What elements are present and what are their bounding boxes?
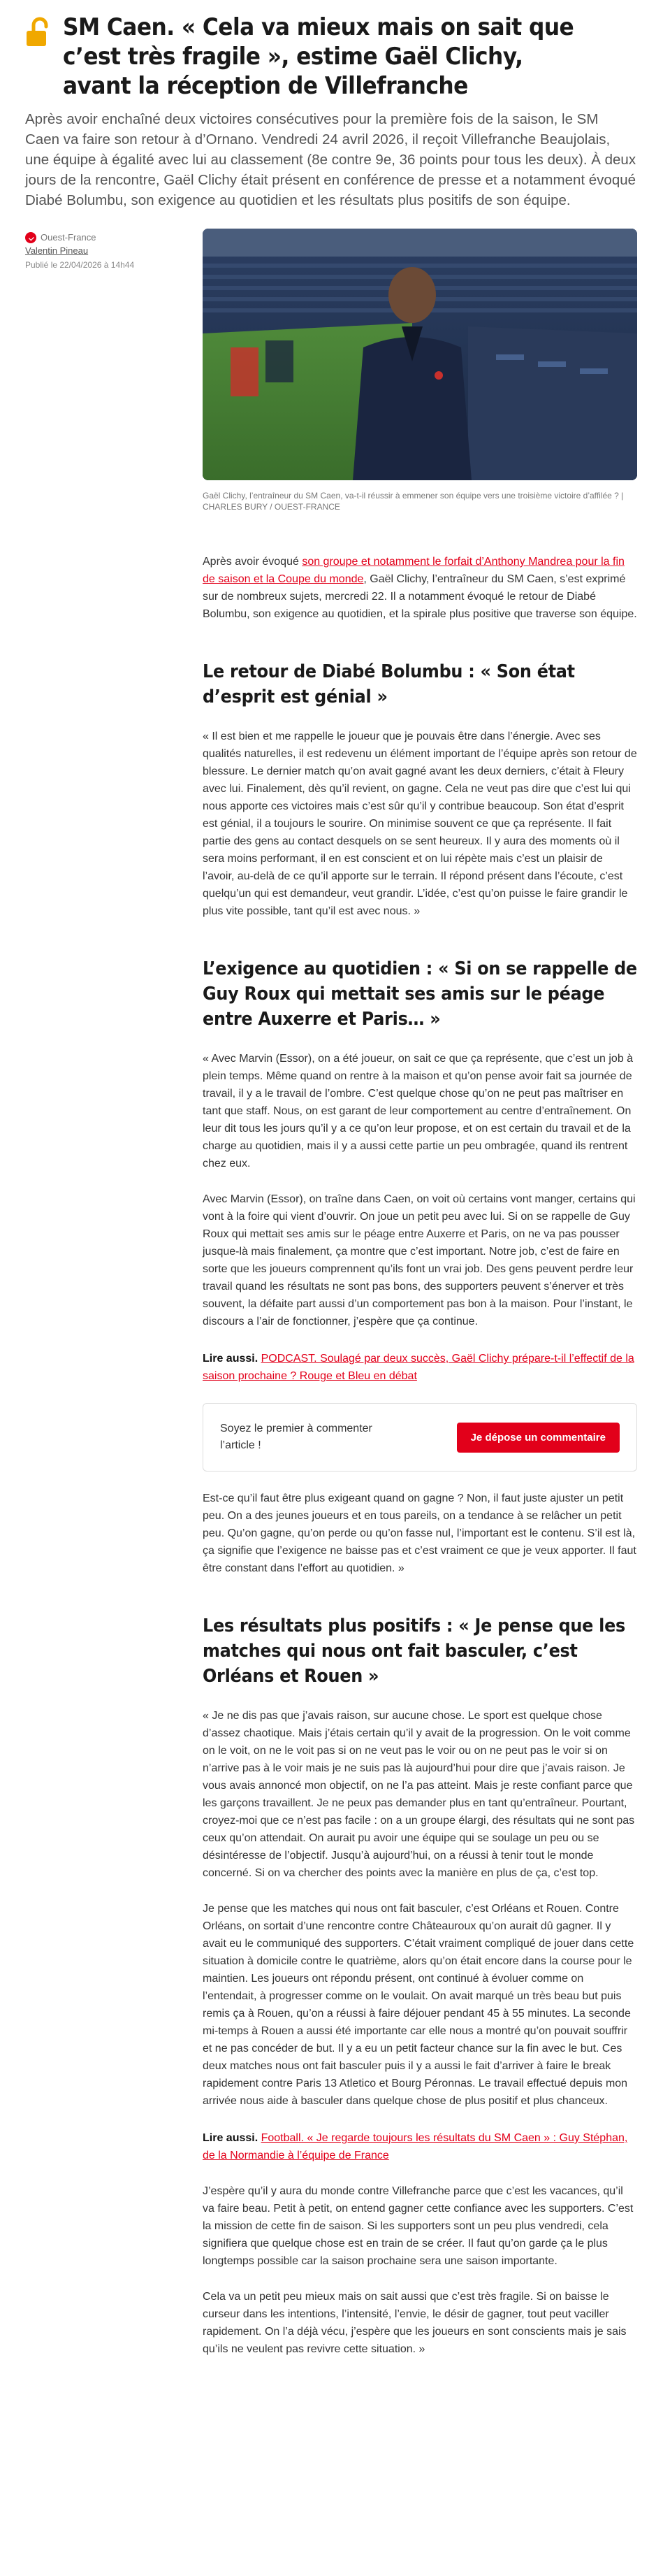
- intro-text-before: Après avoir évoqué: [203, 556, 303, 568]
- publish-date: Publié le 22/04/2026 à 14h44: [25, 260, 135, 270]
- comment-prompt: Soyez le premier à commenter l’article !: [220, 1423, 372, 1451]
- read-also-link[interactable]: Football. « Je regarde toujours les résultats du SM Caen » : Guy Stéphan, de la Normandie à l’équipe de France: [203, 2132, 628, 2161]
- article-main: [25, 229, 636, 2358]
- author-link[interactable]: Valentin Pineau: [25, 245, 89, 256]
- read-also-link[interactable]: PODCAST. Soulagé par deux succès, Gaël Clichy prépare-t-il l’effectif de la saison prochaine ? Rouge et Bleu en débat: [203, 1353, 634, 1382]
- ouest-france-logo-icon: [25, 232, 36, 243]
- section-heading-exigence: L’exigence au quotidien : « Si on se rappelle de Guy Roux qui mettait ses amis sur le péage entre Auxerre et Paris… »: [203, 958, 637, 1030]
- photo-caption: Gaël Clichy, l’entraîneur du SM Caen, va-t-il réussir à emmener son équipe vers une troisième victoire d’affilée ? | CHARLES BURY / OUEST-FRANCE: [203, 491, 624, 512]
- paragraph: Avec Marvin (Essor), on traîne dans Caen, on voit où certains vont manger, certains qui vont à la foire qui vient d’ouvrir. On joue un petit peu avec lui. Si on se rappelle de Guy Roux qui mettait ses amis sur le péage entre Auxerre et Paris, on ne va pas pousser jusque-là mais finalement, ça montre que c’est important. Notre job, c’est de faire en sorte que les joueurs comprennent qu’ils font un vrai job. Des gens peuvent perdre leur travail quand les résultats ne sont pas bons, des supporters peuvent s’énerver et très souvent, la défaite part aussi d’un comportement pas bon à la maison. Pour l’instant, le discours a l’air de fonctionner, j’espère que ça continue.: [203, 1193, 636, 1327]
- paragraph: Cela va un petit peu mieux mais on sait aussi que c’est très fragile. Si on baisse le curseur dans les intentions, l’intensité, l’envie, le désir de gagner, tout peut vaciller rapidement. On l’a déjà vécu, j’espère que les joueurs en sont conscients mais je sais qu’ils ne veulent pas revivre cette situation. »: [203, 2291, 627, 2355]
- article-lead: Après avoir enchaîné deux victoires consécutives pour la première fois de la saison, le SM Caen va faire son retour à d’Ornano. Vendredi 24 avril 2026, il reçoit Villefranche Beaujolais, une équipe à égalité avec lui au classement (8e contre 9e, 36 points pour tous les deux). À deux jours de la rencontre, Gaël Clichy était présent en conférence de presse et a notamment évoqué Diabé Bolumbu, son exigence au quotidien et les résultats plus positifs de son équipe.: [25, 111, 636, 208]
- comment-box: [203, 1403, 637, 1472]
- paragraph: « Il est bien et me rappelle le joueur que je pouvais être dans l’énergie. Avec ses qualités naturelles, il est redevenu un élément important de l’équipe après son retour de blessure. Le dernier match qu’on avait gagné avant les deux derniers, c’était à Fleury avec lui. Finalement, dès qu’il revient, on gagne. Cela ne veut pas dire que c’est lui qui nous apporte ces victoires mais c’est sûr qu’il y contribue beaucoup. Son état d’esprit est génial, il a toujours le sourire. On minimise souvent ce que ça représente. Il fait partie des gens au contact desquels on se sent heureux. Il y aura des moments où il sera moins performant, il en est conscient et on lui répète mais c’est un plaisir de l’avoir, au-delà de ce qu’il apporte sur le terrain. Il répond présent dans l’écoute, c’est quelqu’un qui est demandeur, veut grandir. L’idée, c’est qu’on puisse le faire grandir le plus vite possible, tant qu’il est avec nous. »: [203, 731, 637, 917]
- post-comment-button[interactable]: Je dépose un commentaire: [457, 1423, 620, 1453]
- article-content: [203, 229, 637, 2358]
- read-also: [203, 2129, 637, 2164]
- paragraph: Est-ce qu’il faut être plus exigeant quand on gagne ? Non, il faut juste ajuster un petit peu. On a des jeunes joueurs et en tous pareils, on a tendance à se relâcher un petit peu. Qu’on gagne, qu’on perde ou qu’on fasse nul, l’important est le contenu. S’il est là, ça signifie que l’exigence ne baisse pas et c’est vraiment ce que je veux apporter. Il faut être constant dans l’effort au quotidien. »: [203, 1492, 636, 1574]
- intro-paragraph: [203, 553, 637, 623]
- article-title: SM Caen. « Cela va mieux mais on sait que c’est très fragile », estime Gaël Clichy, avant la réception de Villefranche: [63, 13, 574, 100]
- article-photo: [203, 229, 637, 480]
- intro-link[interactable]: son groupe et notamment le forfait d’Anthony Mandrea pour la fin de saison et la Coupe du monde: [203, 556, 625, 585]
- article-meta: [25, 229, 203, 2358]
- section-heading-bolumbu: Le retour de Diabé Bolumbu : « Son état d’esprit est génial »: [203, 661, 575, 707]
- paragraph: Je pense que les matches qui nous ont fait basculer, c’est Orléans et Rouen. Contre Orléans, on sortait d’une rencontre contre Châteauroux qu’on aurait dû gagner. Il y avait eu le communiqué des supporters. C’était vraiment compliqué de jouer dans cette situation à domicile contre le quatrième, alors qu’on était encore dans la course pour le maintien. Les joueurs ont répondu présent, ont continué à évoluer comme on l’entendait, à progresser comme on le voulait. On avait marqué un très beau but puis remis ça à Rouen, qu’on a réussi à faire déjouer pendant 45 à 55 minutes. La seconde mi-temps à Rouen a aussi été importante car elle nous a montré qu’on pouvait souffrir et ne pas concéder de but. Il y a eu un petit facteur chance sur la fin avec le but. Ces deux matches nous ont fait basculer puis il y a aussi le fait d’arriver à faire le break rapidement contre Paris 13 Atletico et Bourg Péronnas. Le travail effectué depuis mon arrivée nous aide à basculer dans quelque chose de plus positif et plus chanceux.: [203, 1903, 634, 2107]
- intro-text-after: , Gaël Clichy, l’entraîneur du SM Caen, s’est exprimé sur de nombreux sujets, mercredi 22. Il a notamment évoqué le retour de Diabé Bolumbu, son exigence au quotidien, et la spirale plus positive que traverse son équipe.: [203, 573, 637, 620]
- paragraph: « Avec Marvin (Essor), on a été joueur, on sait ce que ça représente, que c’est un job à plein temps. Même quand on rentre à la maison et qu’on pense avoir fait sa journée de travail, il y a le travail de l’ombre. C’est quelque chose qu’on ne peut pas maîtriser en tant que staff. Nous, on est garant de leur comportement au centre d’entraînement. On leur dit tous les jours qu’il y a ce qu’on leur propose, et on est certain du travail et de la charge au quotidien, mais il y a aussi cette partie un peu ombragée, quand ils rentrent chez eux.: [203, 1053, 634, 1170]
- source-line: [25, 231, 203, 243]
- lock-open-icon: [25, 17, 53, 48]
- read-also: [203, 1350, 637, 1385]
- section-heading-resultats: Les résultats plus positifs : « Je pense que les matches qui nous ont fait basculer, c’est Orléans et Rouen »: [203, 1616, 626, 1687]
- source-name: Ouest-France: [41, 232, 96, 243]
- read-also-label: Lire aussi.: [203, 2132, 258, 2144]
- paragraph: « Je ne dis pas que j’avais raison, sur aucune chose. Le sport est quelque chose d’assez chaotique. Mais j’étais certain qu’il y avait de la progression. On le voit comme on le voit, on ne le voit pas si on ne veut pas le voir ou on ne peut pas le voir si on n’arrive pas à le voir mais je ne suis pas là aujourd’hui pour dire que j’avais raison. Je vous avais annoncé mon objectif, on ne l’a pas atteint. Mais je reste confiant parce que les garçons travaillent. Je ne peux pas demander plus en tant qu’entraîneur. Pourtant, croyez-moi que ce n’est pas facile : on a un groupe élargi, des résultats qui ne sont pas ceux qu’on attendait. On aurait pu avoir une équipe qui se soulage un peu ou se désintéresse de l’objectif. Jusqu’à aujourd’hui, on a réussi à tenir tout le monde concerné. Si on va chercher des points avec la manière en plus de ça, c’est top.: [203, 1710, 635, 1879]
- paragraph: J’espère qu’il y aura du monde contre Villefranche parce que c’est les vacances, qu’il va faire beau. Petit à petit, on entend gagner cette confiance avec les supporters. C’est la mission de cette fin de saison. Si les supporters sont un peu plus vendredi, cela signifiera que quelque chose est en train de se créer. Il faut qu’on garde ça le plus longtemps possible car la saison prochaine sera une saison importante.: [203, 2185, 634, 2267]
- stadium-photo: [203, 229, 637, 480]
- title-row: [25, 13, 636, 101]
- read-also-label: Lire aussi.: [203, 1353, 258, 1365]
